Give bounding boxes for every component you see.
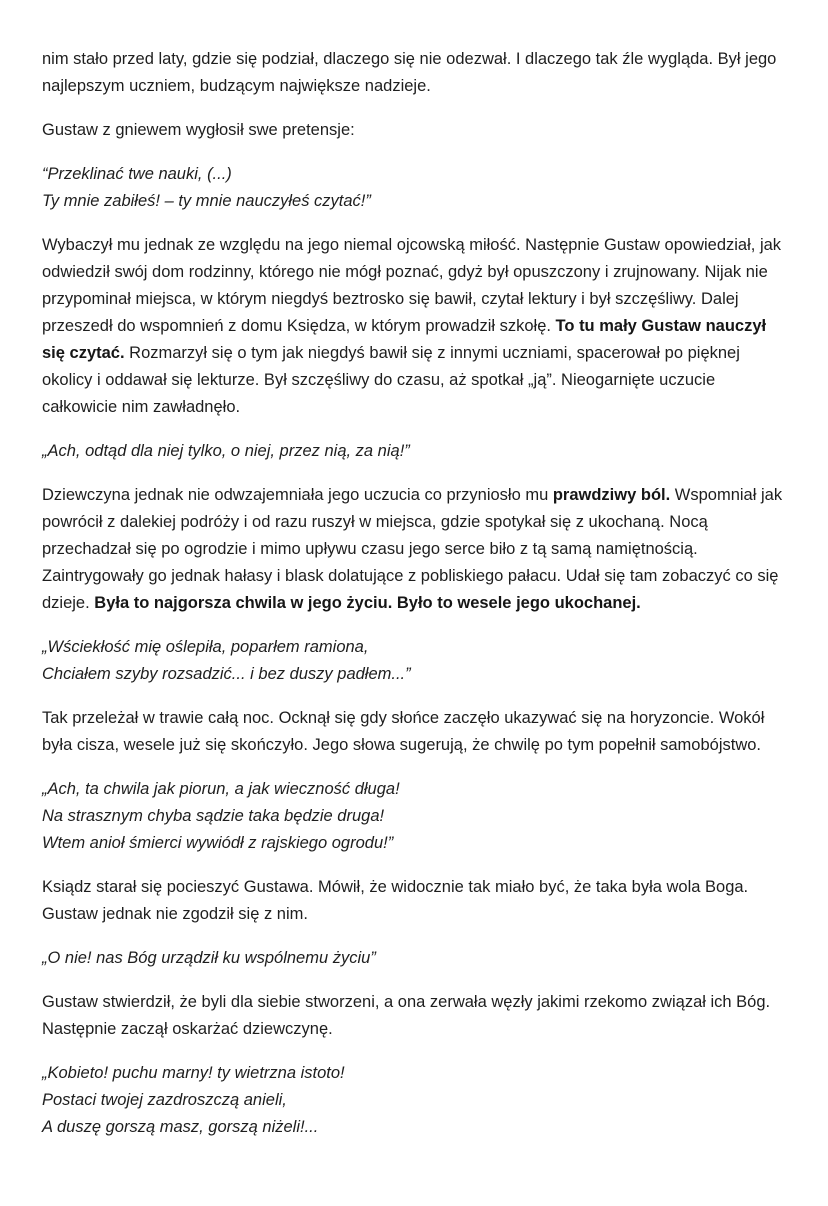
quote-line: „Wściekłość mię oślepiła, poparłem ramiona,: [42, 638, 369, 656]
paragraph: [42, 46, 786, 100]
quote-line: „Ach, ta chwila jak piorun, a jak wieczność długa!: [42, 780, 400, 798]
text-run: Rozmarzył się o tym jak niegdyś bawił się z innymi uczniami, spacerował po pięknej okolicy i oddawał się lekturze. Był szczęśliwy do czasu, aż spotkał „ją”. Nieogarnięte uczucie całkowicie nim zawładnęło.: [42, 344, 740, 416]
text-run: Wybaczył mu jednak ze względu na jego niemal ojcowską miłość. Następnie Gustaw opowiedział, jak odwiedził swój dom rodzinny, którego nie mógł poznać, gdyż był opuszczony i zrujnowany. Nijak nie przypominał miejsca, w którym niegdyś beztrosko się bawił, czytał lektury i był szczęśliwy. Dalej przeszedł do wspomnień z domu Księdza, w którym prowadził szkołę.: [42, 236, 782, 335]
bold-text-run: prawdziwy ból.: [552, 486, 671, 504]
text-run: nim stało przed laty, gdzie się podział, dlaczego się nie odezwał. I dlaczego tak źle wygląda. Był jego najlepszym uczniem, budzącym największe nadzieje.: [42, 50, 777, 95]
quote-block: [42, 634, 786, 688]
quote-line: Wtem anioł śmierci wywiódł z rajskiego ogrodu!”: [42, 834, 394, 852]
quote-line: „Ach, odtąd dla niej tylko, o niej, przez nią, za nią!”: [42, 442, 410, 460]
quote-line: „Kobieto! puchu marny! ty wietrzna istoto!: [42, 1064, 345, 1082]
text-run: Tak przeleżał w trawie całą noc. Ocknął się gdy słońce zaczęło ukazywać się na horyzoncie. Wokół była cisza, wesele już się skończyło. Jego słowa sugerują, że chwilę po tym popełnił samobójstwo.: [42, 709, 765, 754]
text-run: Gustaw z gniewem wygłosił swe pretensje:: [42, 121, 355, 139]
quote-line: A duszę gorszą masz, gorszą niżeli!...: [42, 1118, 319, 1136]
quote-line: Chciałem szyby rozsadzić... i bez duszy padłem...”: [42, 665, 411, 683]
paragraph: [42, 232, 786, 421]
quote-block: [42, 161, 786, 215]
paragraph: [42, 482, 786, 617]
quote-line: “Przeklinać twe nauki, (...): [42, 165, 232, 183]
text-run: Ksiądz starał się pocieszyć Gustawa. Mówił, że widocznie tak miało być, że taka była wola Boga. Gustaw jednak nie zgodził się z nim.: [42, 878, 749, 923]
text-run: Gustaw stwierdził, że byli dla siebie stworzeni, a ona zerwała węzły jakimi rzekomo związał ich Bóg. Następnie zaczął oskarżać dziewczynę.: [42, 993, 771, 1038]
quote-line: Postaci twojej zazdroszczą anieli,: [42, 1091, 287, 1109]
quote-block: [42, 776, 786, 857]
paragraph: [42, 989, 786, 1043]
bold-text-run: To tu mały Gustaw nauczył się czytać.: [42, 317, 767, 362]
quote-line: Ty mnie zabiłeś! – ty mnie nauczyłeś czytać!”: [42, 192, 371, 210]
text-run: Wspomniał jak powrócił z dalekiej podróży i od razu ruszył w miejsca, gdzie spotykał się z ukochaną. Nocą przechadzał się po ogrodzie i mimo upływu czasu jego serce biło z tą samą namiętnością. Zaintrygowały go jednak hałasy i blask dolatujące z pobliskiego pałacu. Udał się tam zobaczyć co się dzieje.: [42, 486, 783, 612]
paragraph: [42, 874, 786, 928]
text-run: Dziewczyna jednak nie odwzajemniała jego uczucia co przyniosło mu: [42, 486, 553, 504]
quote-block: [42, 438, 786, 465]
quote-block: [42, 945, 786, 972]
quote-block: [42, 1060, 786, 1141]
quote-line: Na strasznym chyba sądzie taka będzie druga!: [42, 807, 385, 825]
paragraph: [42, 705, 786, 759]
bold-text-run: Była to najgorsza chwila w jego życiu. Było to wesele jego ukochanej.: [94, 594, 641, 612]
paragraph: [42, 117, 786, 144]
quote-line: „O nie! nas Bóg urządził ku wspólnemu życiu”: [42, 949, 376, 967]
